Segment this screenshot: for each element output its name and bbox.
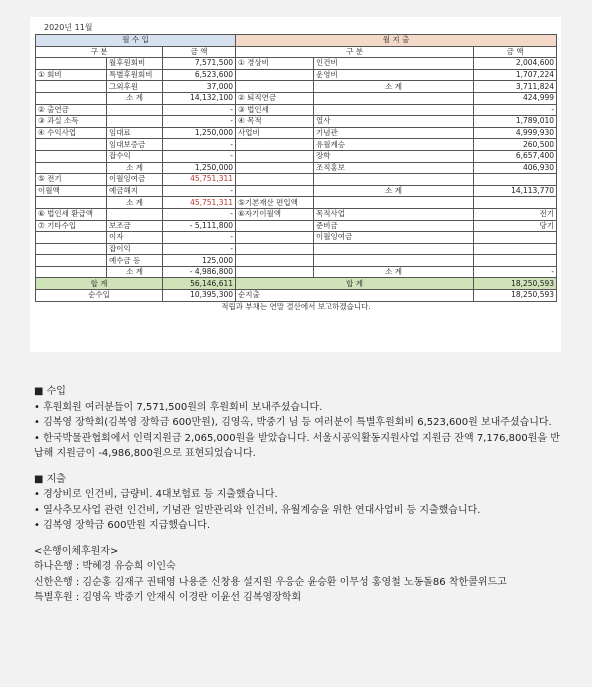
expense-item: 이월잉여금 [314, 232, 474, 244]
total-expense: 18,250,593 [474, 278, 557, 290]
note-line: • 열사추모사업 관련 인건비, 기념관 일반관리와 인건비, 유월계승을 위한 연대사업비 등 지출했습니다. [34, 504, 481, 516]
expense-item: 장학 [314, 150, 474, 162]
income-category [36, 92, 107, 104]
expense-category [236, 81, 314, 93]
expense-category: 사업비 [236, 127, 314, 139]
income-amount: - [163, 116, 236, 128]
income-item: 임대료 [107, 127, 163, 139]
expense-amount: 3,711,824 [474, 81, 557, 93]
note-line: • 후원회원 여러분들이 7,571,500원의 후원회비 보내주셨습니다. [34, 401, 323, 413]
income-item: 보조금 [107, 220, 163, 232]
income-item: 잡수익 [107, 150, 163, 162]
expense-item: 소 계 [314, 185, 474, 197]
expense-item: 조직홍보 [314, 162, 474, 174]
income-category: ③ 과실 소득 [36, 116, 107, 128]
income-item: 월후원회비 [107, 58, 163, 70]
expense-category [236, 220, 314, 232]
expense-amount [474, 232, 557, 244]
ledger-row [36, 243, 557, 255]
expense-amount [474, 197, 557, 209]
note-line: • 김복영 장학금 600만원 지급했습니다. [34, 520, 211, 531]
income-item: 소 계 [107, 266, 163, 278]
expense-category [236, 243, 314, 255]
income-category [36, 243, 107, 255]
income-category: ⑤ 전기 [36, 174, 107, 186]
income-item: 이월잉여금 [107, 174, 163, 186]
expense-item: 운영비 [314, 69, 474, 81]
expense-item: 열사 [314, 116, 474, 128]
note-row [36, 301, 557, 312]
income-amount: - 4,986,800 [163, 266, 236, 278]
income-item: 잡이익 [107, 243, 163, 255]
expense-category: ② 퇴직연금 [236, 92, 314, 104]
expense-item [314, 243, 474, 255]
income-item: 임대보증금 [107, 139, 163, 151]
expense-amount [474, 255, 557, 267]
expense-header: 월 지 출 [236, 35, 557, 47]
income-amount: - [163, 243, 236, 255]
income-amount: - [163, 208, 236, 220]
expense-amount: 4,999,930 [474, 127, 557, 139]
expense-amount: 1,707,224 [474, 69, 557, 81]
ledger-table [35, 34, 557, 312]
ledger-row [36, 116, 557, 128]
expense-category [236, 139, 314, 151]
net-row [36, 290, 557, 302]
expense-category: ⑥자기이월액 [236, 208, 314, 220]
expense-amount [474, 243, 557, 255]
ledger-sheet [30, 17, 561, 352]
expense-item: 소 계 [314, 81, 474, 93]
expense-category: ① 경상비 [236, 58, 314, 70]
ledger-row [36, 220, 557, 232]
report-notes [34, 384, 564, 606]
income-item: 소 계 [107, 92, 163, 104]
expense-category: ③ 법인세 [236, 104, 314, 116]
note-line: 신한은행 : 김순홍 김재구 권태영 나용준 신창용 설지원 우응순 윤승환 이무성 홍영철 노동돌86 착한콜위드고 [34, 576, 507, 588]
total-label-expense: 합 계 [236, 278, 474, 290]
income-item: 예금해지 [107, 185, 163, 197]
expense-amount: 406,930 [474, 162, 557, 174]
ledger-row [36, 162, 557, 174]
ledger-row [36, 92, 557, 104]
expense-amount: 14,113,770 [474, 185, 557, 197]
expense-amount: 당기 [474, 220, 557, 232]
expense-category [236, 255, 314, 267]
income-category [36, 197, 107, 209]
income-item [107, 116, 163, 128]
income-amount: - [163, 139, 236, 151]
ledger-row [36, 104, 557, 116]
expense-item: 인건비 [314, 58, 474, 70]
header-row [36, 35, 557, 47]
expense-item: 소 계 [314, 266, 474, 278]
income-item [107, 208, 163, 220]
ledger-row [36, 81, 557, 93]
ledger-row [36, 197, 557, 209]
expense-category [236, 69, 314, 81]
expense-amount: - [474, 104, 557, 116]
expense-amount: 424,999 [474, 92, 557, 104]
expense-item: 목적사업 [314, 208, 474, 220]
income-category [36, 162, 107, 174]
expense-item [314, 104, 474, 116]
expense-category [236, 174, 314, 186]
income-amount: - [163, 150, 236, 162]
expense-category: ④ 목적 [236, 116, 314, 128]
expense-item [314, 255, 474, 267]
expense-item [314, 197, 474, 209]
expense-category [236, 266, 314, 278]
income-category [36, 255, 107, 267]
income-category: ④ 수익사업 [36, 127, 107, 139]
income-amount: 6,523,600 [163, 69, 236, 81]
income-item: 특별후원회비 [107, 69, 163, 81]
income-amount: - 5,111,800 [163, 220, 236, 232]
income-amount: - [163, 104, 236, 116]
income-category [36, 266, 107, 278]
ledger-row [36, 185, 557, 197]
expense-item: 기념관 [314, 127, 474, 139]
income-category [36, 139, 107, 151]
ledger-row [36, 208, 557, 220]
ledger-row [36, 255, 557, 267]
expense-item [314, 174, 474, 186]
income-item: 소 계 [107, 162, 163, 174]
income-item: 예수금 등 [107, 255, 163, 267]
expense-category [236, 185, 314, 197]
income-category: ⑦ 기타수입 [36, 220, 107, 232]
note-line: • 한국박물관협회에서 인력지원금 2,065,000원을 받았습니다. 서울시공익활동지원사업 지원금 잔액 7,176,800원을 반납해 지원금이 -4,986,800원으로 표현되었습니다. [34, 432, 560, 459]
total-label-income: 합 계 [36, 278, 163, 290]
expense-amount: 전기 [474, 208, 557, 220]
income-category [36, 58, 107, 70]
expense-amount: 1,789,010 [474, 116, 557, 128]
income-amount-header: 금 액 [163, 46, 236, 58]
expense-category-header: 구 분 [236, 46, 474, 58]
expense-category [236, 232, 314, 244]
expense-amount: - [474, 266, 557, 278]
total-row [36, 278, 557, 290]
expense-amount-header: 금 액 [474, 46, 557, 58]
ledger-row [36, 69, 557, 81]
income-category: ② 출연금 [36, 104, 107, 116]
total-income: 56,146,611 [163, 278, 236, 290]
income-item: 소 계 [107, 197, 163, 209]
ledger-row [36, 232, 557, 244]
expense-category [236, 162, 314, 174]
expense-item [314, 92, 474, 104]
income-amount: - [163, 185, 236, 197]
ledger-row [36, 150, 557, 162]
income-item [107, 104, 163, 116]
income-amount: 14,132,100 [163, 92, 236, 104]
expense-category: ⑤기본재산 편입액 [236, 197, 314, 209]
ledger-row [36, 58, 557, 70]
income-category: ⑥ 법인세 환급액 [36, 208, 107, 220]
net-expense-label: 순지출 [236, 290, 474, 302]
income-amount: 1,250,000 [163, 127, 236, 139]
note-line: ■ 수입 [34, 386, 66, 397]
expense-category [236, 150, 314, 162]
sheet-period: 2020년 11월 [44, 23, 93, 32]
net-income: 10,395,300 [163, 290, 236, 302]
income-category [36, 232, 107, 244]
expense-amount: 260,500 [474, 139, 557, 151]
income-amount: 1,250,000 [163, 162, 236, 174]
income-amount: 45,751,311 [163, 174, 236, 186]
note-line: 하나은행 : 박혜경 유승희 이인숙 [34, 561, 176, 572]
income-amount: - [163, 232, 236, 244]
column-header-row [36, 46, 557, 58]
note-line: 특별후원 : 김영옥 박중기 안재식 이경란 이윤선 김복영장학회 [34, 592, 302, 603]
ledger-row [36, 127, 557, 139]
income-category [36, 150, 107, 162]
income-category: ① 회비 [36, 69, 107, 81]
note-spacer [34, 462, 564, 472]
settlement-note: 적립과 부채는 연말 결산에서 보고하겠습니다. [221, 301, 371, 311]
net-income-label: 순수입 [36, 290, 163, 302]
ledger-row [36, 139, 557, 151]
income-amount: 45,751,311 [163, 197, 236, 209]
income-item: 이자 [107, 232, 163, 244]
income-amount: 37,000 [163, 81, 236, 93]
expense-amount [474, 174, 557, 186]
income-category-header: 구 분 [36, 46, 163, 58]
expense-amount: 2,004,600 [474, 58, 557, 70]
net-expense: 18,250,593 [474, 290, 557, 302]
note-line: • 경상비로 인건비, 급량비. 4대보험료 등 지출했습니다. [34, 489, 278, 500]
income-item: 그외후원 [107, 81, 163, 93]
ledger-row [36, 174, 557, 186]
income-amount: 7,571,500 [163, 58, 236, 70]
note-line: ■ 지출 [34, 473, 66, 485]
expense-item: 유월계승 [314, 139, 474, 151]
note-line: • 김복영 장학회(김복영 장학금 600만원), 김영옥, 박중기 님 등 여러분이 특별후원회비 6,523,600원 보내주셨습니다. [34, 417, 552, 428]
ledger-row [36, 266, 557, 278]
expense-amount: 6,657,400 [474, 150, 557, 162]
income-category: 이월액 [36, 185, 107, 197]
income-amount: 125,000 [163, 255, 236, 267]
expense-item: 준비금 [314, 220, 474, 232]
income-header: 월 수 입 [36, 35, 236, 47]
note-line: <은행이체후원자> [34, 545, 119, 557]
income-category [36, 81, 107, 93]
note-spacer [34, 534, 564, 544]
